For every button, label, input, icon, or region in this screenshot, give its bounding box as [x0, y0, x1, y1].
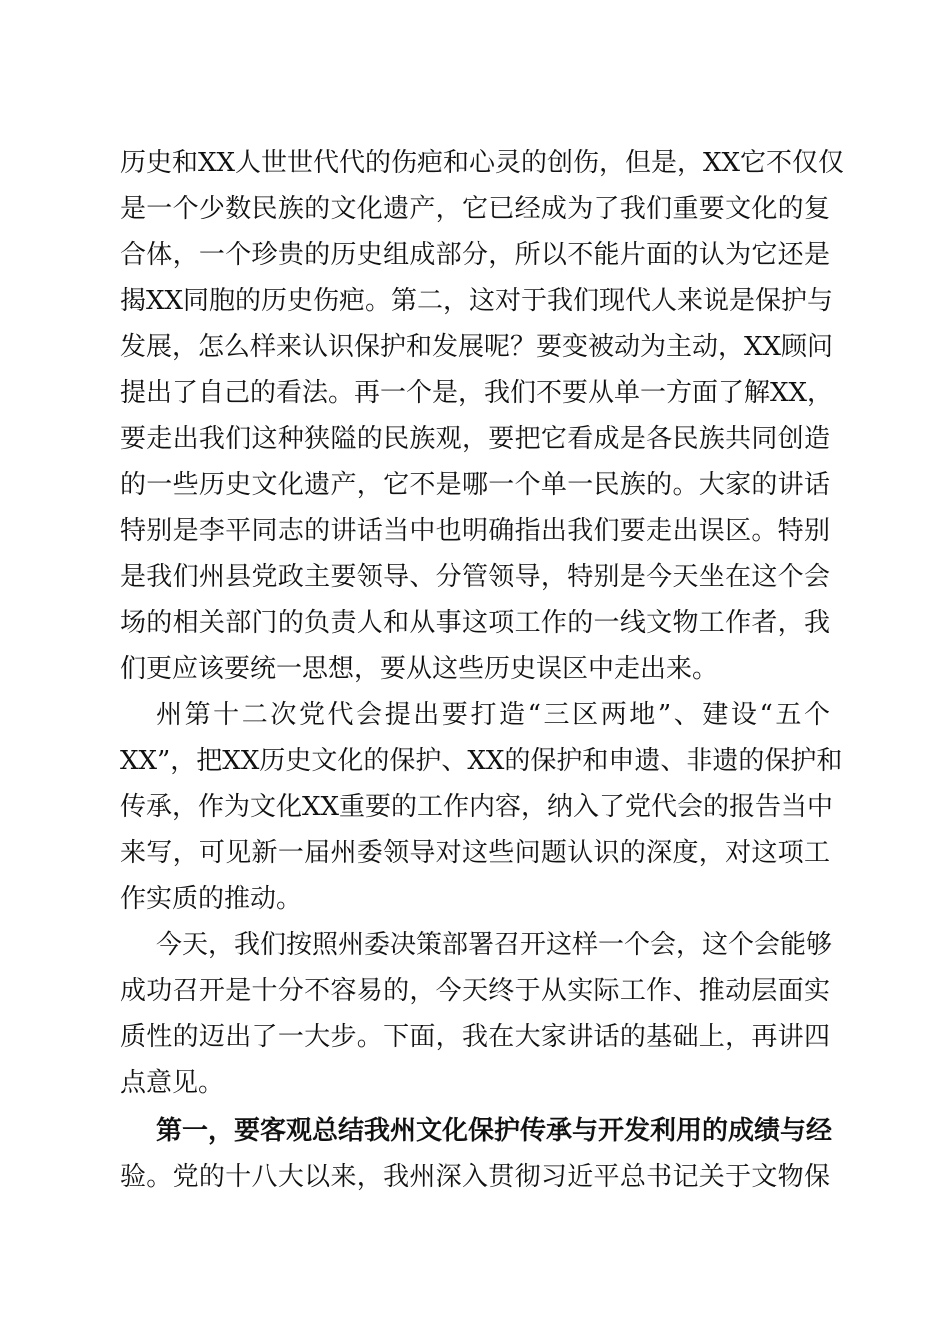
- text-line: 作实质的推动。: [120, 884, 303, 914]
- text-line: 特别是李平同志的讲话当中也明确指出我们要走出误区。特别: [120, 516, 830, 546]
- text-line: 成功召开是十分不容易的，今天终于从实际工作、推动层面实: [120, 976, 830, 1006]
- paragraph-3: [120, 922, 833, 1106]
- text-line: 是一个少数民族的文化遗产，它已经成为了我们重要文化的复: [120, 194, 830, 224]
- text-line: 的一些历史文化遗产，它不是哪一个单一民族的。大家的讲话: [120, 470, 830, 500]
- document-body: [120, 140, 845, 1200]
- text-line: 场的相关部门的负责人和从事这项工作的一线文物工作者，我: [120, 608, 830, 638]
- text-line: 发展，怎么样来认识保护和发展呢？要变被动为主动，XX顾问: [120, 332, 834, 362]
- paragraph-2: [120, 692, 843, 922]
- text-line: 历史和XX人世世代代的伤疤和心灵的创伤，但是，XX它不仅仅: [120, 148, 845, 178]
- text-line: 来写，可见新一届州委领导对这些问题认识的深度，对这项工: [120, 838, 830, 868]
- text-line: 提出了自己的看法。再一个是，我们不要从单一方面了解XX，: [120, 378, 834, 408]
- text-line: 验。党的十八大以来，我州深入贯彻习近平总书记关于文物保: [120, 1162, 830, 1192]
- text-line: 传承，作为文化XX重要的工作内容，纳入了党代会的报告当中: [120, 792, 834, 822]
- text-line: 点意见。: [120, 1068, 225, 1098]
- text-line: XX”，把XX历史文化的保护、XX的保护和申遗、非遗的保护和: [120, 746, 843, 776]
- text-line: 揭XX同胞的历史伤疤。第二，这对于我们现代人来说是保护与: [120, 286, 834, 316]
- text-line: 质性的迈出了一大步。下面，我在大家讲话的基础上，再讲四: [120, 1022, 830, 1052]
- paragraph-1: [120, 140, 845, 692]
- text-line: 第一，要客观总结我州文化保护传承与开发利用的成绩与经: [156, 1116, 833, 1146]
- text-line: 们更应该要统一思想，要从这些历史误区中走出来。: [120, 654, 719, 684]
- text-line: 今天，我们按照州委决策部署召开这样一个会，这个会能够: [156, 930, 833, 960]
- text-line: 州第十二次党代会提出要打造“三区两地”、建设“五个: [156, 700, 830, 730]
- text-line: 合体，一个珍贵的历史组成部分，所以不能片面的认为它还是: [120, 240, 830, 270]
- text-line: 是我们州县党政主要领导、分管领导，特别是今天坐在这个会: [120, 562, 830, 592]
- text-line: 要走出我们这种狭隘的民族观，要把它看成是各民族共同创造: [120, 424, 830, 454]
- paragraph-4: [120, 1108, 833, 1200]
